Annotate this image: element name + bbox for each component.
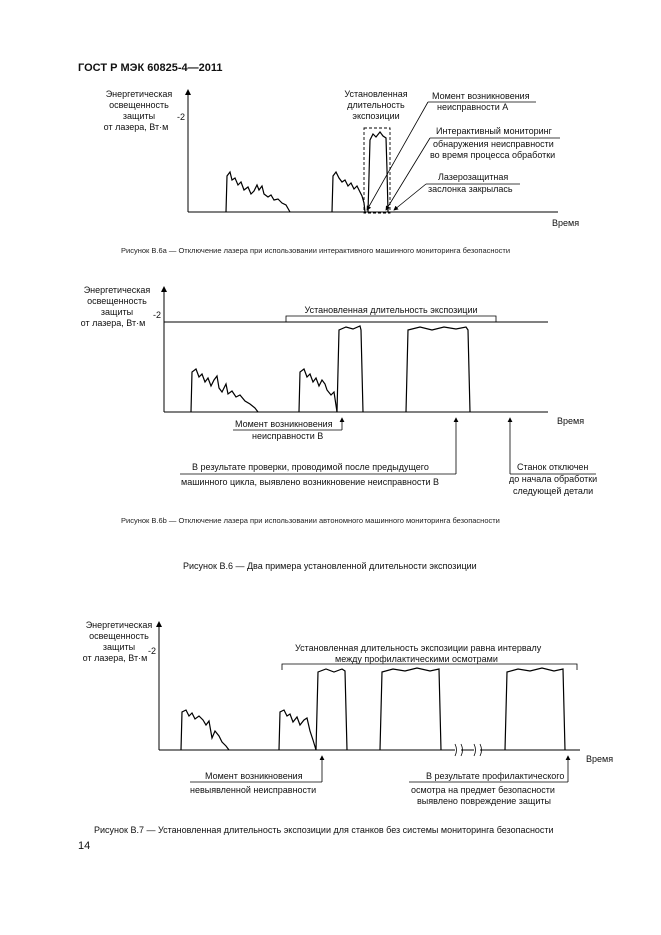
figure-a-monitoring-line1: Интерактивный мониторинг	[436, 126, 552, 136]
figure-b-pulse-2	[299, 369, 337, 412]
figure-a	[104, 89, 580, 228]
figure-a-shutter-line2: заслонка закрылась	[428, 184, 513, 194]
figure-a-ylabel-line2: освещенность	[109, 100, 169, 110]
figure-b-stop-line3: следующей детали	[513, 486, 594, 496]
figure-b-stop-line1: Станок отключен	[517, 462, 589, 472]
figure-c-ylabel-exp: -2	[148, 646, 157, 656]
figure-b-exposure-bracket	[286, 316, 496, 322]
figure-c-pulse-4	[380, 668, 441, 750]
figure-a-pulse-1	[226, 172, 290, 212]
figure-a-ylabel-line1: Энергетическая	[105, 89, 173, 99]
figure-c-ylabel-line3: защиты	[102, 642, 136, 652]
figure-c-ylabel-line4: от лазера, Вт·м	[82, 653, 148, 663]
figure-b-pulse-3	[337, 326, 363, 412]
figure-a-ylabel-line3: защиты	[122, 111, 156, 121]
figure-c-fault-line2: невыявленной неисправности	[190, 785, 317, 795]
figure-b	[81, 285, 598, 496]
figure-a-fault-line2: неисправности А	[437, 102, 509, 112]
figure-c-pulse-2	[279, 710, 316, 750]
figure-c-pulse-3	[316, 669, 347, 750]
figure-b-pulse-4	[406, 327, 470, 412]
figure-c	[83, 620, 614, 806]
figure-a-pulse-3	[368, 132, 388, 212]
figure-c-fault-line1: Момент возникновения	[205, 771, 303, 781]
figure-a-fault-line1: Момент возникновения	[432, 91, 530, 101]
figure-a-monitoring-line2: обнаружения неисправности	[433, 139, 554, 149]
figure-a-caption: Рисунок В.6а — Отключение лазера при использовании интерактивного машинного мониторинга безопасности	[121, 246, 511, 255]
figure-c-pulse-5	[505, 668, 565, 750]
figure-a-monitoring-arrow	[386, 138, 430, 210]
figure-c-xlabel: Время	[586, 754, 614, 764]
figure-c-ylabel-line2: освещенность	[89, 631, 149, 641]
document-header: ГОСТ Р МЭК 60825-4—2011	[78, 62, 223, 74]
figure-a-pulse-2	[332, 172, 365, 212]
figure-b-exposure-label: Установленная длительность экспозиции	[304, 305, 478, 315]
figure-a-exposure-line1: Установленная	[344, 89, 408, 99]
figure-b-ylabel-line2: освещенность	[87, 296, 147, 306]
figure-b-ylabel-exp: -2	[153, 310, 162, 320]
figure-b-ylabel-line3: защиты	[100, 307, 134, 317]
figure-c-pulse-1	[181, 710, 229, 750]
figure-c-inspection-line1: В результате профилактического	[426, 771, 565, 781]
figure-b-pulse-1	[191, 369, 258, 412]
figure-a-exposure-label	[344, 89, 407, 121]
figure-a-exposure-line2: длительность	[347, 100, 405, 110]
figure-b-check-line1: В результате проверки, проводимой после предыдущего	[192, 462, 429, 472]
figure-c-caption: Рисунок В.7 — Установленная длительность экспозиции для станков без системы мониторинга безопасности	[94, 825, 554, 835]
figure-a-ylabel-line4: от лазера, Вт·м	[103, 122, 169, 132]
figure-b-xlabel: Время	[557, 416, 585, 426]
figure-c-ylabel	[83, 620, 153, 663]
figure-b-ylabel	[81, 285, 151, 328]
figure-a-ylabel-exp: -2	[177, 112, 186, 122]
figure-b-ylabel-line1: Энергетическая	[83, 285, 151, 295]
figure-b-check-line2: машинного цикла, выявлено возникновение неисправности В	[181, 477, 439, 487]
figure-a-shutter-arrow	[394, 184, 426, 210]
figure-a-shutter-line1: Лазерозащитная	[438, 172, 509, 182]
page-number: 14	[78, 840, 91, 852]
figure-b-fault-line2: неисправности В	[252, 431, 324, 441]
figure-a-xlabel: Время	[552, 218, 580, 228]
figure-b-stop-line2: до начала обработки	[509, 474, 598, 484]
figure-a-monitoring-line3: во время процесса обработки	[430, 150, 556, 160]
figure-c-inspection-line2: осмотра на предмет безопасности	[411, 785, 555, 795]
figure-b-ylabel-line4: от лазера, Вт·м	[80, 318, 146, 328]
figure-c-exposure-line2: между профилактическими осмотрами	[335, 654, 498, 664]
figure-a-exposure-line3: экспозиции	[352, 111, 400, 121]
figure-a-ylabel	[104, 89, 173, 132]
figure-c-ylabel-line1: Энергетическая	[85, 620, 153, 630]
figure-b-caption: Рисунок В.6b — Отключение лазера при использовании автономного машинного мониторинга безопасности	[121, 516, 500, 525]
figure-b-fault-line1: Момент возникновения	[235, 419, 333, 429]
figure-c-exposure-line1: Установленная длительность экспозиции равна интервалу	[295, 643, 542, 653]
figure-b6-caption: Рисунок В.6 — Два примера установленной длительности экспозиции	[183, 561, 477, 571]
figure-c-inspection-line3: выявлено повреждение защиты	[417, 796, 551, 806]
